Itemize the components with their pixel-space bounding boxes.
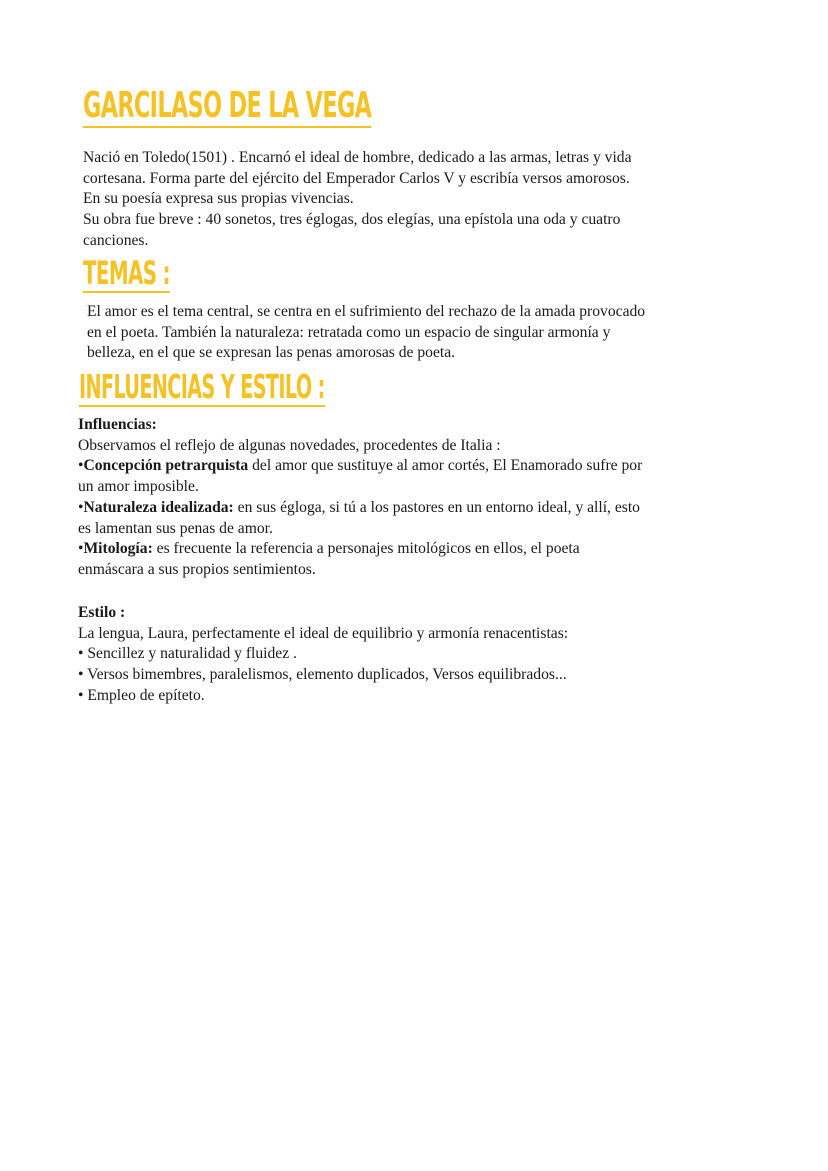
estilo-section — [78, 603, 778, 707]
page-title-text: GARCILASO DE LA VEGA — [83, 85, 372, 126]
list-item-continuation: enmáscara a sus propios sentimientos. — [78, 560, 316, 578]
list-item-text: del amor que sustituye al amor cortés, El Enamorado sufre por — [248, 457, 643, 475]
estilo-intro: La lengua, Laura, perfectamente el ideal de equilibrio y armonía renacentistas: — [78, 624, 569, 642]
list-item-continuation: es lamentan sus penas de amor. — [78, 519, 273, 537]
temas-heading — [83, 254, 170, 293]
list-item — [78, 456, 778, 477]
list-item-text: es frecuente la referencia a personajes mitológicos en ellos, el poeta — [152, 540, 580, 558]
influencias-intro: Observamos el reflejo de algunas novedades, procedentes de Italia : — [78, 436, 501, 454]
influencias-section — [78, 415, 778, 581]
temas-line: en el poeta. También la naturaleza: retratada como un espacio de singular armonía y — [87, 323, 611, 341]
list-item: • Versos bimembres, paralelismos, elemento duplicados, Versos equilibrados... — [78, 666, 567, 684]
list-item — [78, 498, 778, 519]
list-item: • Empleo de epíteto. — [78, 686, 205, 704]
temas-heading-text: TEMAS : — [83, 254, 170, 292]
list-item-continuation: un amor imposible. — [78, 478, 199, 496]
list-item: • Sencillez y naturalidad y fluidez . — [78, 645, 297, 663]
list-item-text: en sus égloga, si tú a los pastores en un entorno ideal, y allí, esto — [233, 498, 640, 516]
list-item-term: Concepción petrarquista — [83, 457, 249, 475]
temas-paragraph — [87, 302, 777, 364]
page-title — [83, 85, 372, 128]
list-item-term: Mitología: — [83, 540, 153, 558]
influencias-estilo-heading-text: INFLUENCIAS Y ESTILO : — [79, 367, 325, 406]
temas-line: El amor es el tema central, se centra en el sufrimiento del rechazo de la amada provocado — [87, 303, 646, 320]
intro-line: En su poesía expresa sus propias vivencias. — [83, 190, 354, 208]
estilo-label: Estilo : — [78, 604, 126, 621]
bullet: • — [78, 457, 84, 475]
list-item — [78, 539, 778, 560]
temas-line: belleza, en el que se expresan las penas amorosas de poeta. — [87, 344, 456, 362]
influencias-estilo-heading — [79, 367, 325, 407]
bullet: • — [78, 498, 84, 516]
intro-line: cortesana. Forma parte del ejército del Emperador Carlos V y escribía versos amorosos. — [83, 169, 630, 187]
intro-line: Nació en Toledo(1501) . Encarnó el ideal de hombre, dedicado a las armas, letras y vida — [83, 149, 632, 166]
bullet: • — [78, 540, 84, 558]
intro-paragraph — [83, 148, 773, 252]
intro-line: Su obra fue breve : 40 sonetos, tres églogas, dos elegías, una epístola una oda y cuatro — [83, 211, 621, 229]
list-item-term: Naturaleza idealizada: — [83, 498, 234, 516]
influencias-label: Influencias: — [78, 416, 157, 433]
intro-line: canciones. — [83, 231, 149, 249]
